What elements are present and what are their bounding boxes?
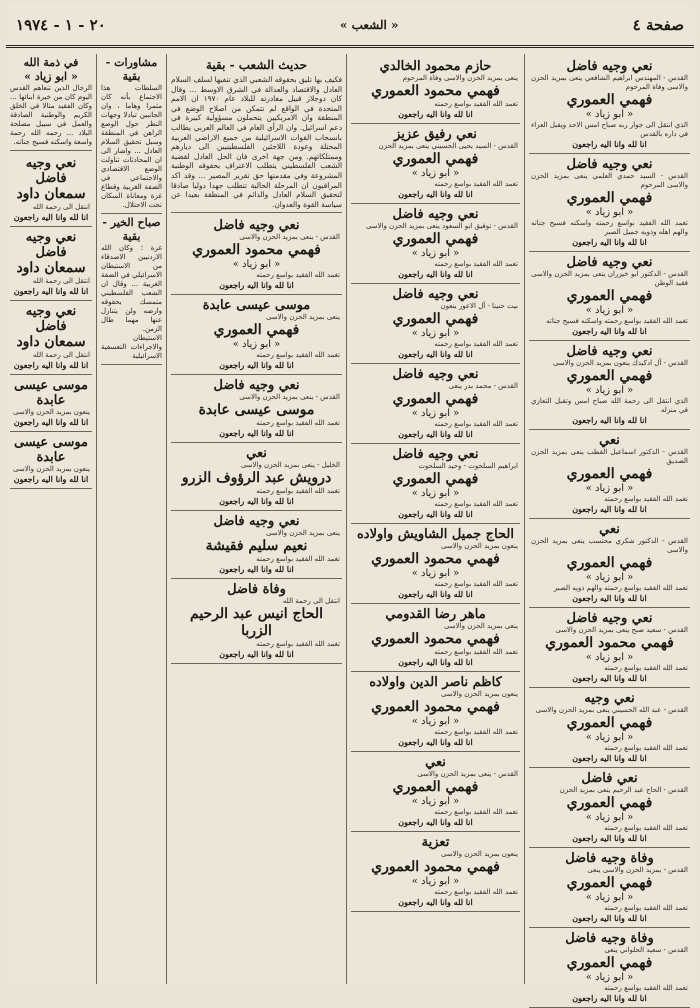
notice-detail: تغمد الله الفقيد بواسع رحمته [604,495,688,503]
obituary-notice [529,848,690,928]
obituary-notice [171,215,342,295]
notice-intro: القدس - السيد يحيى الحسيني ينعى بمزيد الحزن [378,142,518,150]
obituary-notice [529,430,690,519]
masthead [6,4,694,48]
deceased-nickname: « ابو زياد » [585,572,634,583]
deceased-nickname: « ابو زياد » [585,892,634,903]
notice-detail: انتقل الى رحمة الله [32,277,90,285]
deceased-nickname: « ابو زياد » [585,385,634,396]
deceased-name: فهمي العموري [566,466,653,482]
notice-intro: ينعى بمزيد الحزن والاسى [265,313,340,322]
obituary-notice [351,604,520,672]
notice-intro: القدس - ينعى بمزيد الحزن والاسى [239,233,340,242]
paper-name: « الشعب » [339,17,399,32]
deceased-name: سمعان داود [16,334,86,350]
deceased-name: فهمي العموري [566,715,653,731]
notice-detail: تغمد الله الفقيد بواسع رحمته [604,984,688,992]
deceased-name: فهمي محمود العموري [371,631,500,647]
good-morning-title: صباح الخير - بقية [102,216,161,243]
deceased-nickname: « ابو زياد » [411,328,460,339]
notice-detail: تغمد الله الفقيد بواسع رحمته [256,640,340,649]
notice-detail: تغمد الله الفقيد بواسع رحمته [604,904,688,912]
notice-title: كاظم ناصر الدين واولاده [369,675,502,690]
notice-closing: انا لله وانا اليه راجعون [219,280,294,291]
notice-detail: تغمد الله الفقيد بواسع رحمته والهم ذويه الصبر [553,584,688,592]
notice-title: ماهر رضا القدومي [385,607,486,622]
notice-title: الحاج جميل الشاويش واولاده [357,527,514,542]
obituary-title: في ذمة الله [23,56,79,69]
obituary-notice [10,153,92,227]
obituary-notice [351,204,520,284]
notice-detail: انتقل الى رحمة الله [32,351,90,359]
consultations-body: السلطات هذا الاجتماع بأنه كان مثمرا وهاما ، وان الجانبين تبادلا وجهات النظر حول الوضع الراهن في المنطقة وسبل تحقيق السلام العادل ... واشار الى ان المحادثات تناولت الوضع الاقتصادي والاجتماعي في الضفة الغربية وقطاع غزة ومعاناة السكان تحت الاحتلال. [101,84,162,209]
notice-intro: القدس - الدكتور شكري محتسب ينعى بمزيد الحزن والاسى [531,537,688,554]
notice-closing: انا لله وانا اليه راجعون [398,737,473,747]
notice-closing: انا لله وانا اليه راجعون [219,496,294,507]
notice-detail: تغمد الله الفقيد بواسع رحمته [256,271,340,280]
deceased-name: فهمي محمود العموري [371,699,500,715]
deceased-nickname: « ابو زياد » [585,972,634,983]
notice-detail: الذي انتقل الى رحمة الله صباح امس وتقبل التعازي في منزله [531,397,688,414]
notice-detail: ينعون بمزيد الحزن والاسى [13,465,90,473]
deceased-name: فهمي محمود العموري [192,242,321,259]
notice-title: نعي وجيه فاضل [213,218,300,234]
obituary-notice [529,519,690,608]
notice-closing: انا لله وانا اليه راجعون [219,564,294,575]
deceased-name: فهمي العموري [392,391,479,407]
notice-closing: انا لله وانا اليه راجعون [572,833,647,843]
page-number: صفحة ٤ [632,15,684,34]
obituary-notice [171,375,342,443]
deceased-name: فهمي العموري [392,151,479,167]
notice-intro: ينعون بمزيد الحزن والاسى [441,850,518,858]
notice-closing: انا لله وانا اليه راجعون [572,593,647,603]
notice-detail: تغمد الله الفقيد بواسع رحمته [434,100,518,108]
notice-intro: ينعى بمزيد الحزن والاسى [265,529,340,538]
notice-closing: انا لله وانا اليه راجعون [572,139,647,149]
notice-closing: انا لله وانا اليه راجعون [398,269,473,279]
notice-intro: القدس - ينعى بمزيد الحزن والاسى [417,770,518,778]
obituary-notice [529,56,690,154]
notice-intro: انتقل الى رحمة الله [282,597,340,606]
deceased-nickname: « ابو زياد » [411,408,460,419]
column-1 [524,54,694,1003]
notice-title: وفاة وجيه فاضل [565,851,654,866]
obituary-notice [10,227,92,301]
notice-intro: القدس - توفيق ابو السعود ينعى بمزيد الحزن والاسى [365,222,518,230]
notice-closing: انا لله وانا اليه راجعون [572,673,647,683]
notice-detail: تغمد الله الفقيد بواسع رحمته [434,808,518,816]
notice-intro: القدس - ينعى بمزيد الحزن والاسى [239,393,340,402]
notice-closing: انا لله وانا اليه راجعون [13,212,89,222]
notice-detail: تغمد الله الفقيد بواسع رحمته [604,664,688,672]
deceased-nickname: « ابو زياد » [411,876,460,887]
deceased-nickname: « ابو زياد » [585,483,634,494]
notice-closing: انا لله وانا اليه راجعون [572,326,647,336]
columns [6,54,694,1003]
deceased-nickname: « ابو زياد » [585,812,634,823]
notice-detail: تغمد الله الفقيد بواسع رحمته [434,888,518,896]
notice-closing: انا لله وانا اليه راجعون [398,589,473,599]
notice-intro: القدس - الحاج عبد الرحيم ينعى بمزيد الحزن [559,786,688,794]
deceased-nickname: « ابو زياد » [585,732,634,743]
notice-intro: القدس - السيد حمدي العلمي ينعى بمزيد الحزن والاسى المرحوم [531,172,688,189]
deceased-name: فهمي العموري [566,795,653,811]
notice-detail: تغمد الله الفقيد بواسع رحمته [434,728,518,736]
notice-title: نعي فاضل [581,771,638,786]
notice-intro: ينعون بمزيد الحزن والاسى [441,690,518,698]
deceased-name: فهمي محمود العموري [371,859,500,875]
notice-intro: القدس - المهندس ابراهيم الشافعي ينعى بمزيد الحزن والاسى وفاة المرحوم [531,74,688,91]
notice-intro: ينعون بمزيد الحزن والاسى [441,542,518,550]
notice-title: موسى عيسى عابدة [13,378,89,408]
deceased-nickname: « ابو زياد » [585,109,634,120]
deceased-name: سمعان داود [16,260,86,276]
deceased-name: الحاج انيس عبد الرحيم الزربا [190,606,323,640]
notice-intro: بيت حنينا - آل الاعور ينعون [440,302,518,310]
notice-detail: تغمد الله الفقيد بواسع رحمته [434,500,518,508]
notice-title: نعي وجيه فاضل [566,611,653,626]
deceased-name: فهمي العموري [392,311,479,327]
deceased-name: موسى عيسى عابدة [198,402,315,419]
notice-title: نعي وجيه فاضل [392,447,479,462]
newspaper-page [6,4,694,1003]
obituary-notice [351,284,520,364]
deceased-name: فهمي العموري [392,779,479,795]
notice-detail: تغمد الله الفقيد بواسع رحمته [434,340,518,348]
notice-title: وفاة فاضل [227,582,286,598]
deceased-name: فهمي العموري [392,231,479,247]
notice-closing: انا لله وانا اليه راجعون [13,417,89,427]
notice-title: نعي وجيه فاضل [566,59,653,74]
notice-intro: القدس - بمزيد الحزن والاسى ينعى [587,866,688,874]
deceased-name: فهمي محمود العموري [545,635,674,651]
notice-detail: تغمد الله الفقيد بواسع رحمته واسكنه فسيح جناته [546,317,688,325]
deceased-name: فهمي العموري [566,955,653,971]
notice-closing: انا لله وانا اليه راجعون [398,817,473,827]
deceased-name: نعيم سليم فقيشة [205,538,308,555]
notice-closing: انا لله وانا اليه راجعون [219,428,294,439]
obituary-notice [351,672,520,752]
notice-detail: الذي انتقل الى جوار ربه صباح امس الاحد ويقبل العزاء في داره بالقدس [531,121,688,138]
obituary-notice [529,768,690,848]
notice-closing: انا لله وانا اليه راجعون [572,753,647,763]
article-title: حديث الشعب - بقية [205,58,308,72]
good-morning-article [101,216,162,365]
notice-closing: انا لله وانا اليه راجعون [398,429,473,439]
deceased-nickname: « ابو زياد » [585,207,634,218]
column-3-notices [171,215,342,664]
notice-detail: تغمد الله الفقيد بواسع رحمته [604,824,688,832]
deceased-name: سمعان داود [16,186,86,202]
notice-detail: تغمد الله الفقيد بواسع رحمته [434,420,518,428]
notice-closing: انا لله وانا اليه راجعون [219,360,294,371]
article-body: فكيف بها تليق بحقوقه الشعبي الذي تنفيها لسلف السلام العادل والاقتصاد والعدالة في الشرق الاوسط ... وقال كان دوجلاز قبيل مغادرته للبلاد عام ١٩٧٠ ان الامم المتحدة في الواقع لم تتمكن من اصلاح الوضع في المنطقة وان الامريكيين يتحملون مسؤولية كبيرة في دعم اسرائيل. وان الرأي العام في العالم العربي يطالب بانسحاب القوات الاسرائيلية من جميع الاراضي العربية المحتلة وعودة اللاجئين الفلسطينيين الى ديارهم وممتلكاتهم. ومن جهة اخرى فان الحل العادل لقضية الشعب الفلسطيني يتطلب الاعتراف بحقوقه الوطنية المشروعة وفي مقدمتها حق تقرير المصير ... وقد اكد المراقبون ان المرحلة الحالية تتطلب جهدا دوليا صادقا لتحقيق السلام العادل والدائم في المنطقة بعيدا عن سياسة القوة والعدوان. [171,75,342,209]
notice-detail: تغمد الله الفقيد بواسع رحمته [434,580,518,588]
obituary-notice [529,154,690,252]
obituary-notice [529,928,690,1008]
obituary-body: الرجال الذين تنعاهم القدس اليوم كان من خيرة ابنائها ... وكان الفقيد مثالا في الخلق الكريم والوطنية الصادقة والعمل في سبيل مصلحة البلاد ... رحمه الله رحمة واسعة واسكنه فسيح جناته. [10,84,92,146]
notice-intro: ينعى بمزيد الحزن والاسى وفاة المرحوم [402,74,518,82]
consultations-article [101,56,162,214]
notice-closing: انا لله وانا اليه راجعون [398,349,473,359]
notice-title: نعي [599,433,620,448]
notice-intro: القدس - سعيد الحلواني ينعى [604,946,688,954]
obituary-notice [351,832,520,912]
obituary-notice [529,688,690,768]
notice-closing: انا لله وانا اليه راجعون [572,415,647,425]
notice-title: نعي وجيه فاضل [25,230,77,260]
obituary-article [10,56,92,151]
notice-intro: القدس - الدكتور ابو خيزران ينعى بمزيد الحزن والاسى فقيد الوطن [531,270,688,287]
notice-title: تعزية [421,835,450,850]
deceased-name: فهمي محمود العموري [371,83,500,99]
deceased-nickname: « ابو زياد » [411,168,460,179]
notice-detail: تغمد الله الفقيد بواسع رحمته [256,351,340,360]
notice-intro: القدس - الدكتور اسماعيل القطب ينعى بمزيد الحزن الصديق [531,448,688,465]
notice-closing: انا لله وانا اليه راجعون [572,993,647,1003]
column-5 [6,54,96,984]
notice-title: نعي وجيه فاضل [392,287,479,302]
deceased-nickname: « ابو زياد » [411,796,460,807]
obituary-notice [351,444,520,524]
notice-intro: الخليل - ينعى بمزيد الحزن والاسى [240,461,340,470]
notice-detail: تغمد الله الفقيد بواسع رحمته [434,260,518,268]
notice-intro: القدس - سعيد صبح ينعى بمزيد الحزن والاسى [555,626,688,634]
deceased-nickname: « ابو زياد » [411,716,460,727]
column-2 [346,54,524,984]
consultations-title: مشاورات - بقية [105,56,158,83]
notice-detail: انتقل الى رحمة الله [32,203,90,211]
obituary-notice [351,752,520,832]
obituary-notice [10,301,92,375]
notice-detail: تغمد الله الفقيد بواسع رحمته [604,744,688,752]
obituary-notice [529,341,690,430]
notice-title: نعي وجيه فاضل [213,514,300,530]
obituary-notice [351,124,520,204]
obituary-notice [351,364,520,444]
notice-closing: انا لله وانا اليه راجعون [13,360,89,370]
notice-title: نعي وجيه فاضل [566,157,653,172]
obituary-notice [171,295,342,375]
obituary-subtitle: « ابو زياد » [24,70,78,83]
deceased-nickname: « ابو زياد » [232,339,281,351]
notice-detail: تغمد الله الفقيد بواسع رحمته واسكنه فسيح جناته والهم اهله وذويه جميل الصبر [531,219,688,236]
notice-closing: انا لله وانا اليه راجعون [13,286,89,296]
notice-detail: تغمد الله الفقيد بواسع رحمته [256,487,340,496]
notice-closing: انا لله وانا اليه راجعون [398,109,473,119]
obituary-notice [529,252,690,341]
deceased-name: فهمي العموري [566,288,653,304]
obituary-notice [10,432,92,489]
deceased-nickname: « ابو زياد » [232,259,281,271]
deceased-name: فهمي العموري [566,875,653,891]
obituary-notice [351,56,520,124]
deceased-name: فهمي العموري [566,190,653,206]
notice-title: نعي رفيق عزيز [394,127,477,142]
notice-detail: تغمد الله الفقيد بواسع رحمته [434,180,518,188]
column-4 [96,54,166,984]
notice-closing: انا لله وانا اليه راجعون [398,509,473,519]
notice-title: وفاة وجيه فاضل [565,931,654,946]
deceased-nickname: « ابو زياد » [411,488,460,499]
notice-title: نعي وجيه فاضل [213,378,300,394]
notice-title: نعي وجيه فاضل [392,207,479,222]
notice-detail: ينعون بمزيد الحزن والاسى [13,408,90,416]
notice-title: نعي وجيه [584,691,635,706]
notice-title: نعي وجيه فاضل [25,156,77,186]
column-5-notices [10,153,92,489]
notice-title: موسى عيسى عابدة [13,435,89,465]
deceased-name: فهمي العموري [566,555,653,571]
deceased-nickname: « ابو زياد » [585,305,634,316]
notice-closing: انا لله وانا اليه راجعون [572,504,647,514]
notice-title: نعي [246,446,267,462]
obituary-notice [171,579,342,664]
notice-title: نعي [425,755,446,770]
notice-title: موسى عيسى عابدة [202,298,311,314]
notice-title: نعي [599,522,620,537]
deceased-name: فهمي العموري [392,471,479,487]
notice-intro: ينعى بمزيد الحزن والاسى [443,622,518,630]
obituary-notice [529,608,690,688]
obituary-notice [10,375,92,432]
notice-closing: انا لله وانا اليه راجعون [13,474,89,484]
notice-title: نعي وجيه فاضل [566,344,653,359]
notice-detail: تغمد الله الفقيد بواسع رحمته [256,555,340,564]
notice-intro: القدس - محمد بدر ينعى [448,382,518,390]
obituary-notice [351,524,520,604]
column-3 [166,54,346,984]
deceased-name: درويش عبد الرؤوف الزرو [181,470,332,487]
deceased-nickname: « ابو زياد » [411,248,460,259]
notice-closing: انا لله وانا اليه راجعون [572,913,647,923]
notice-intro: ابراهيم السلحوت - وحيد السلحوت [418,462,518,470]
notice-closing: انا لله وانا اليه راجعون [219,649,294,660]
notice-title: حازم محمود الخالدي [379,59,492,74]
deceased-name: فهمي العموري [566,92,653,108]
notice-detail: تغمد الله الفقيد بواسع رحمته [434,648,518,656]
good-morning-tail: الاستيطان والاجراءات التعسفية الاسرائيلية [101,334,162,360]
deceased-name: فهمي العموري [213,322,300,339]
article [171,56,342,213]
deceased-name: فهمي العموري [566,368,653,384]
notice-title: نعي وجيه فاضل [25,304,77,334]
deceased-name: فهمي محمود العموري [371,551,500,567]
notice-closing: انا لله وانا اليه راجعون [398,897,473,907]
notice-intro: القدس - عبد الله الحسيني ينعى بمزيد الحزن والاسى [535,706,688,714]
obituary-notice [171,443,342,511]
deceased-nickname: « ابو زياد » [585,652,634,663]
notice-closing: انا لله وانا اليه راجعون [572,237,647,247]
deceased-nickname: « ابو زياد » [411,568,460,579]
notice-intro: القدس - آل ادكيدك ينعون بمزيد الحزن والاسى [552,359,688,367]
notice-detail: تغمد الله الفقيد بواسع رحمته [256,419,340,428]
notice-closing: انا لله وانا اليه راجعون [398,657,473,667]
good-morning-body: غزة ؛ وكان الله الاردنيين الاصدقاء من الاستيطان الاسرائيلي في الضفة الغربية ... وقال ان الشعب الفلسطيني متمسك بحقوقه وارضه ولن يتنازل عنها مهما طال الزمن. [101,244,162,333]
notice-closing: انا لله وانا اليه راجعون [398,189,473,199]
issue-date: ٢٠ - ١ - ١٩٧٤ [16,15,106,34]
notice-title: نعي وجيه فاضل [566,255,653,270]
notice-title: نعي وجيه فاضل [392,367,479,382]
obituary-notice [171,511,342,579]
